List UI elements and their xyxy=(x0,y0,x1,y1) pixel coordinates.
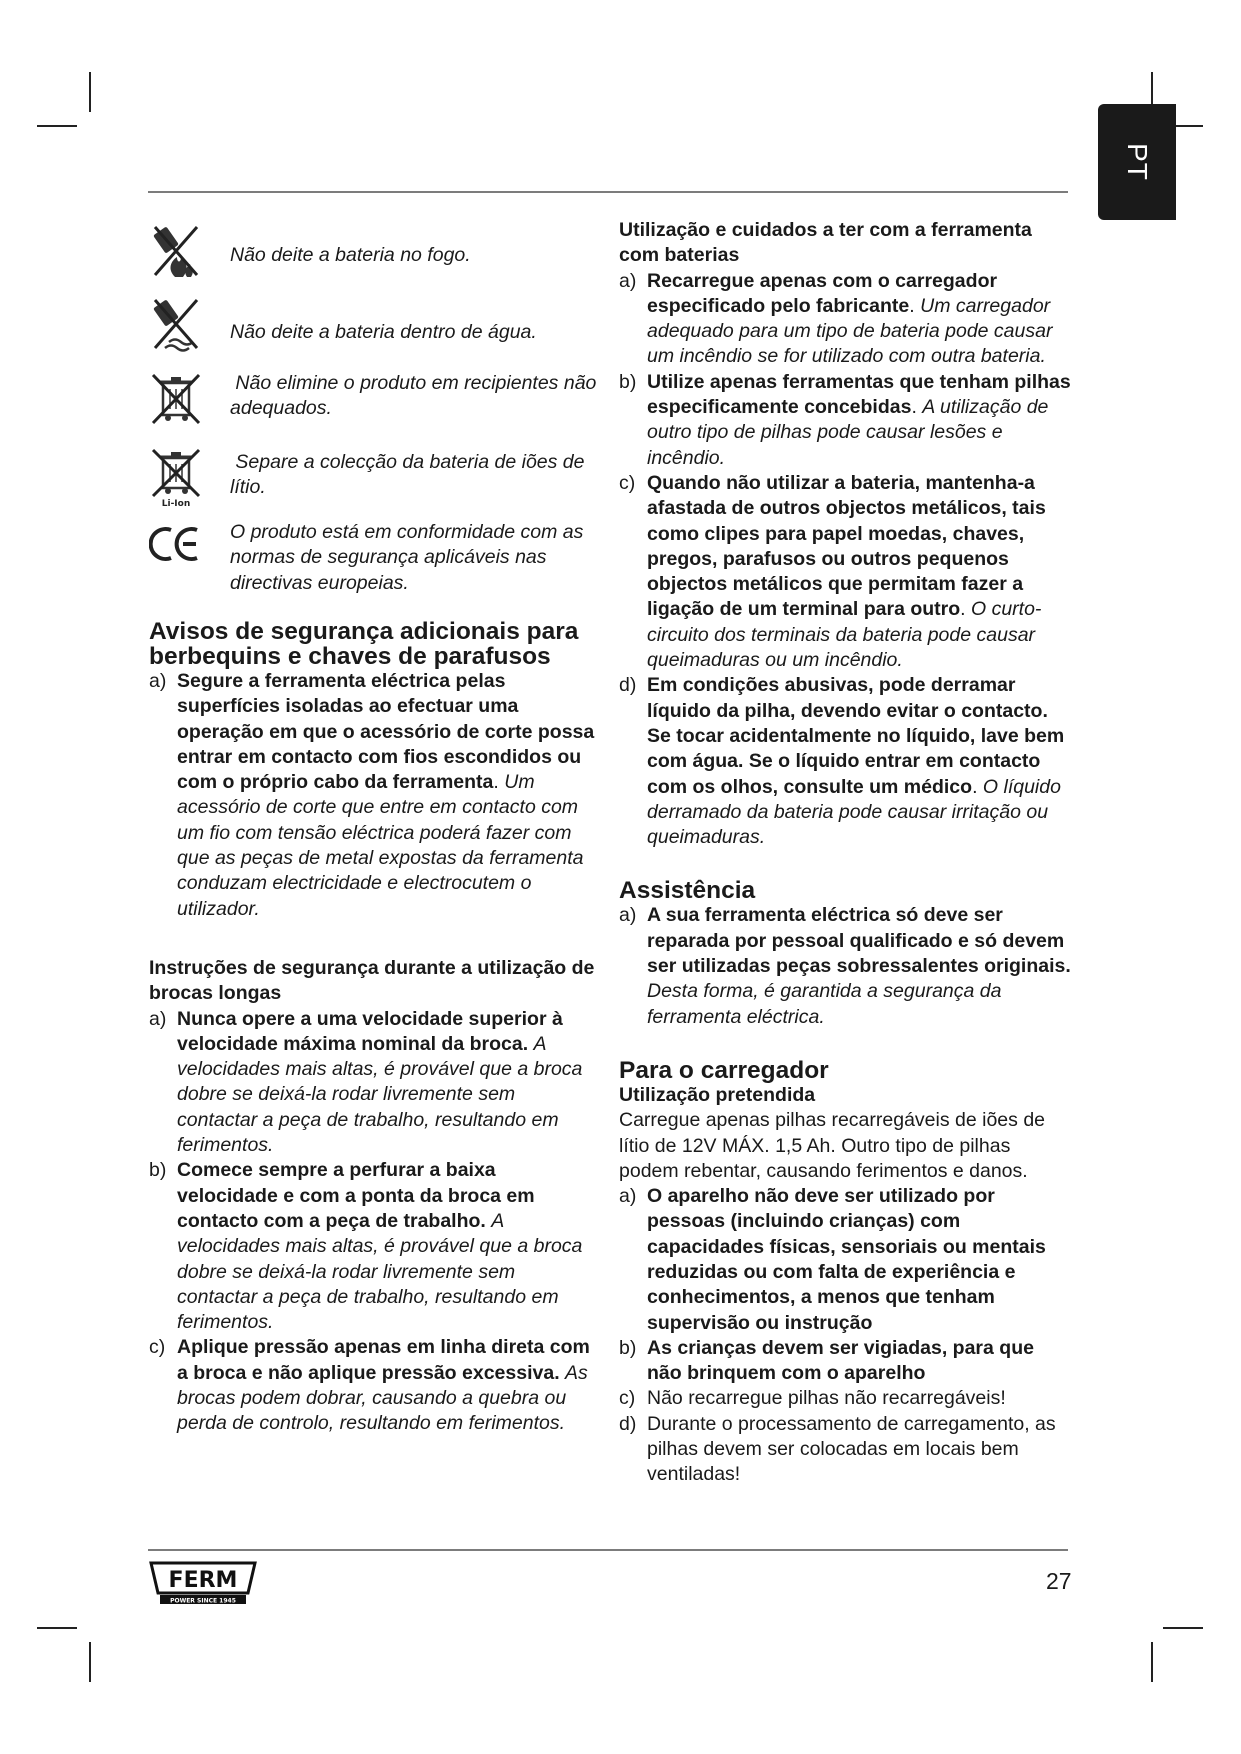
list-marker: a) xyxy=(149,1007,167,1030)
item-bold: A sua ferramenta eléctrica só deve ser reparada por pessoal qualificado e só devem ser utilizadas peças sobressalentes originais. xyxy=(647,904,1071,978)
crop-mark xyxy=(1163,1627,1203,1629)
item-bold: O aparelho não deve ser utilizado por pessoas (incluindo crianças) com capacidades físicas, sensoriais ou mentais reduzidas ou com falta de experiência e conhecimentos, a menos que tenham supervisão ou instrução xyxy=(647,1185,1046,1334)
no-water-icon xyxy=(149,296,203,352)
item-sep: . xyxy=(493,771,505,794)
item-bold: Aplique pressão apenas em linha direta com a broca e não aplique pressão excessiva. xyxy=(177,1336,590,1384)
crop-mark xyxy=(1151,1642,1153,1682)
crossed-bin-icon xyxy=(149,371,203,427)
crop-mark xyxy=(89,1642,91,1682)
item-italic: O líquido derramado da bateria pode causar irritação ou queimaduras. xyxy=(647,775,1061,849)
item-bold: As crianças devem ser vigiadas, para que não brinquem com o aparelho xyxy=(647,1336,1034,1385)
list-item xyxy=(619,903,1074,1029)
list-item xyxy=(619,1412,1074,1488)
crop-mark xyxy=(37,125,77,127)
language-tab-label: PT xyxy=(1122,143,1153,181)
item-sep: . xyxy=(960,598,971,621)
item-italic: A utilização de outro tipo de pilhas pode causar lesões e incêndio. xyxy=(647,396,1049,469)
item-italic: O curto-circuito dos terminais da bateria pode causar queimaduras ou um incêndio. xyxy=(647,598,1042,672)
intro-paragraph: Carregue apenas pilhas recarregáveis de iões de lítio de 12V MÁX. 1,5 Ah. Outro tipo de pilhas podem rebentar, causando ferimentos e danos. xyxy=(619,1109,1046,1182)
list-item xyxy=(619,1336,1074,1387)
list-marker: b) xyxy=(149,1159,167,1182)
item-bold: Quando não utilizar a bateria, mantenha-a afastada de outros objectos metálicos, tais como clipes para papel moedas, chaves, pregos, parafusos ou outros pequenos objectos metálicos que permitam fazer a ligação de um terminal para outro xyxy=(647,471,1046,621)
header-rule xyxy=(148,191,1068,193)
list-item xyxy=(149,1335,599,1436)
footer-rule xyxy=(148,1549,1068,1551)
list-marker: c) xyxy=(619,471,636,494)
list-item xyxy=(619,1184,1074,1336)
list-marker: d) xyxy=(619,1412,637,1435)
section-list xyxy=(619,903,1074,1029)
item-bold: Comece sempre a perfurar a baixa velocidade e com a ponta da broca em contacto com a peça de trabalho. xyxy=(177,1159,535,1232)
symbol-text: O produto está em conformidade com as normas de segurança aplicáveis nas directivas europeias. xyxy=(230,521,584,594)
item-italic: A velocidades mais altas, é provável que a broca dobre se deixá-la rodar livremente sem contactar a peça de trabalho, resultando em ferimentos. xyxy=(177,1209,583,1334)
section-heading: Para o carregador xyxy=(619,1056,829,1084)
logo-tagline: POWER SINCE 1945 xyxy=(170,1597,236,1605)
list-marker: c) xyxy=(149,1336,166,1359)
list-marker: a) xyxy=(619,904,637,927)
list-marker: a) xyxy=(619,269,637,292)
item-bold: Utilize apenas ferramentas que tenham pilhas especificamente concebidas xyxy=(647,370,1071,419)
subsection-heading: Utilização pretendida xyxy=(619,1083,816,1106)
list-item xyxy=(619,269,1074,370)
section-list xyxy=(619,1184,1074,1488)
symbol-row xyxy=(149,365,602,440)
list-marker: d) xyxy=(619,674,637,697)
symbol-text: Não deite a bateria no fogo. xyxy=(230,244,471,266)
symbol-text: Separe a colecção da bateria de iões de lítio. xyxy=(230,451,590,499)
item-sep: . xyxy=(972,775,983,798)
symbol-row xyxy=(149,440,599,516)
list-item xyxy=(619,471,1074,673)
page-number: 27 xyxy=(1046,1568,1072,1594)
item-sep: . xyxy=(911,396,923,419)
crop-mark xyxy=(89,72,91,112)
symbol-text: Não deite a bateria dentro de água. xyxy=(230,321,537,343)
item-sep: . xyxy=(909,294,921,317)
language-tab xyxy=(1098,104,1176,220)
list-item xyxy=(149,1007,599,1159)
section-heading: Avisos de segurança adicionais para berbequins e chaves de parafusos xyxy=(149,618,579,670)
right-column xyxy=(619,218,1074,1488)
item-italic: As brocas podem dobrar, causando a quebra ou perda de controlo, resultando em ferimentos. xyxy=(177,1361,588,1435)
list-item xyxy=(149,669,599,922)
item-italic: A velocidades mais altas, é provável que a broca dobre se deixá-la rodar livremente sem contactar a peça de trabalho, resultando em ferimentos. xyxy=(177,1032,583,1157)
li-ion-bin-icon xyxy=(149,446,203,508)
crop-mark xyxy=(37,1627,77,1629)
symbol-text: Não elimine o produto em recipientes não adequados. xyxy=(230,372,602,420)
item-bold: Segure a ferramenta eléctrica pelas superfícies isoladas ao efectuar uma operação em que o acessório de corte possa entrar em contacto com fios escondidos ou com o próprio cabo da ferramenta xyxy=(177,670,595,794)
symbol-row xyxy=(149,516,599,604)
subsection-heading: Utilização e cuidados a ter com a ferramenta com baterias xyxy=(619,219,1032,267)
section-list xyxy=(149,669,599,922)
item-italic: Um acessório de corte que entre em contacto com um fio com tensão eléctrica poderá fazer com que as peças de metal expostas da ferramenta conduzam electricidade e electrocutem o utilizador. xyxy=(177,771,584,920)
section-list xyxy=(619,269,1074,851)
logo-wordmark: FERM xyxy=(168,1568,238,1593)
item-text: Não recarregue pilhas não recarregáveis! xyxy=(647,1387,1006,1410)
list-marker: a) xyxy=(149,670,167,692)
no-fire-icon xyxy=(149,223,203,279)
section-list xyxy=(149,1007,599,1437)
ferm-logo xyxy=(148,1560,258,1606)
list-item xyxy=(149,1158,599,1335)
left-column xyxy=(149,215,602,1437)
list-item xyxy=(619,673,1074,850)
item-bold: Em condições abusivas, pode derramar líquido da pilha, devendo evitar o contacto. Se tocar acidentalmente no líquido, lave bem com água. Se o líquido entrar em contacto com os olhos, consulte um médico xyxy=(647,674,1065,798)
subsection-heading: Instruções de segurança durante a utilização de brocas longas xyxy=(149,956,595,1005)
item-text: Durante o processamento de carregamento, as pilhas devem ser colocadas em locais bem ventiladas! xyxy=(647,1412,1056,1486)
item-italic: Desta forma, é garantida a segurança da ferramenta eléctrica. xyxy=(647,980,1002,1028)
list-marker: b) xyxy=(619,370,637,393)
symbol-row xyxy=(149,215,599,290)
list-item xyxy=(619,370,1074,471)
ce-mark-icon xyxy=(149,524,203,564)
section-heading: Assistência xyxy=(619,877,756,905)
li-ion-label: Li-Ion xyxy=(161,499,191,508)
symbol-row xyxy=(149,290,599,365)
item-bold: Nunca opere a uma velocidade superior à velocidade máxima nominal da broca. xyxy=(177,1007,563,1055)
item-bold: Recarregue apenas com o carregador especificado pelo fabricante xyxy=(647,269,998,317)
list-marker: c) xyxy=(619,1387,636,1410)
item-italic: Um carregador adequado para um tipo de bateria pode causar um incêndio se for utilizado com outra bateria. xyxy=(647,294,1053,368)
list-item xyxy=(619,1386,1074,1411)
list-marker: b) xyxy=(619,1336,637,1359)
list-marker: a) xyxy=(619,1185,637,1208)
